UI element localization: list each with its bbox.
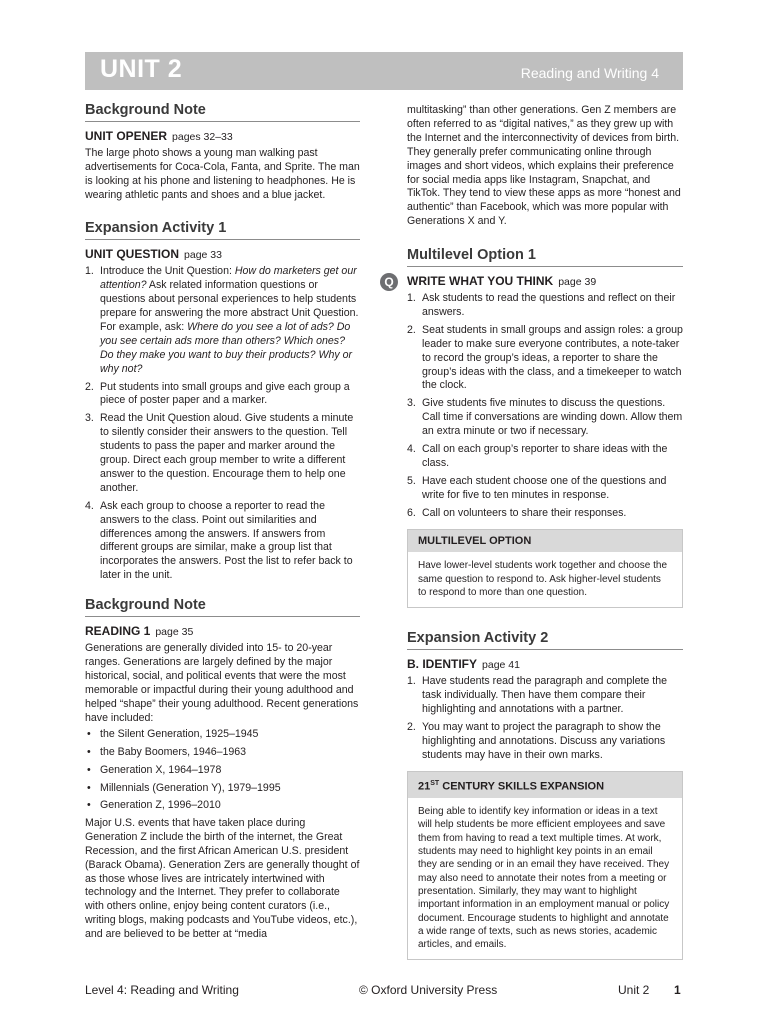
list-number: 5. — [407, 474, 416, 487]
list-number: 1. — [407, 675, 416, 688]
list-item — [407, 292, 683, 320]
paragraph: multitasking” than other generations. Gen Z members are often referred to as “digital natives,” as they grew up with the Internet and the interconnectivity of devices from birth. They generally prefer communicating online through images and short videos, which explains their preference for social media apps like Instagram, Snapchat, and TikTok. They tend to view these apps as more “honest and authentic” than Facebook, which was more popular with Generations X and Y. — [407, 104, 681, 228]
list-text-italic: Where do you see a lot of ads? Do you see certain ads more than others? Which ones? Do they make you want to buy their products? Why or why not? — [100, 320, 353, 375]
list-text-italic: How do marketers get our attention? — [100, 265, 357, 292]
list-item — [407, 443, 683, 471]
list-number: 6. — [407, 506, 416, 519]
box-text: Being able to identify key information or ideas in a text will help students be more efficient employees and save them from having to read a text multiple times. At work, students may need to highlight key points in an email they are sending or in an email they have received. They may also need to annotate their notes from a meeting or presentation. Similarly, they may want to highlight important information in an employment manual or policy document. Encourage students to highlight and annotate a wide range of texts, such as news stories, academic articles, and emails. — [418, 806, 670, 951]
list-text: Seat students in small groups and assign roles: a group leader to make sure everyone contributes, a note-taker to record the group’s ideas, a reporter to share the group’s ideas with the class, and a timekeeper to watch the clock. — [422, 323, 683, 392]
list-text: Ask related information questions or questions about personal experiences to help students prepare for answering the more abstract Unit Question. For example, ask: — [100, 279, 359, 333]
skills-expansion-box — [407, 771, 683, 961]
page-ref: page 33 — [184, 249, 222, 262]
numbered-list — [85, 265, 360, 583]
list-text: Call on each group’s reporter to share ideas with the class. — [422, 443, 668, 469]
list-text: Call on volunteers to share their responses. — [422, 506, 627, 519]
list-item — [407, 507, 683, 521]
list-text: Ask each group to choose a reporter to read the answers to the class. Point out similarities and differences among the answers. If answers from different groups are similar, make a group list that incorporates the answers. Post the list to refer back to later in the unit. — [100, 499, 353, 582]
multilevel-option-box — [407, 529, 683, 609]
paragraph: Major U.S. events that have taken place during Generation Z include the birth of the internet, the Great Recession, and the first African American U.S. president (Barack Obama). Generation Zers are generally thought of as those whose lives are intricately intertwined with technology and the Internet. They prefer to collaborate with others online, enjoy being content curators (i.e., writing blogs, making podcasts and YouTube videos, etc.), and are believed to be better at “media — [85, 816, 360, 941]
bullet-item: • Generation X, 1964–1978 — [85, 764, 360, 778]
bullet-list — [85, 728, 360, 813]
list-item — [407, 475, 683, 503]
footer-level: Level 4: Reading and Writing — [85, 983, 239, 997]
list-number: 2. — [407, 720, 416, 733]
list-item — [407, 675, 683, 717]
list-number: 1. — [85, 265, 94, 278]
paragraph: Generations are generally divided into 15- to 20-year ranges. Generations are largely defined by the major historical, social, and political events that were the most memorable or impactful during their young adulthood and helped “shape” their young adulthood. Recent generations have included: — [85, 642, 359, 724]
list-item — [407, 397, 683, 439]
right-column — [384, 104, 683, 960]
box-heading-text: CENTURY SKILLS EXPANSION — [439, 780, 605, 793]
subsection-title: UNIT OPENER — [85, 128, 168, 143]
question-icon: Q — [380, 273, 398, 291]
bullet-item: • Generation Z, 1996–2010 — [85, 799, 360, 813]
list-item — [407, 721, 683, 763]
section-heading: Multilevel Option 1 — [407, 249, 683, 267]
list-number: 4. — [85, 499, 94, 512]
list-number: 3. — [85, 412, 94, 425]
list-number: 3. — [407, 397, 416, 410]
footer-copyright: © Oxford University Press — [359, 983, 498, 997]
list-text: Have students read the paragraph and complete the task individually. Then have them compare their highlighting and annotations with a partner. — [422, 675, 667, 715]
list-text: Ask students to read the questions and reflect on their answers. — [422, 291, 676, 318]
section-heading: Background Note — [85, 599, 360, 617]
list-item — [85, 381, 360, 409]
list-text: Put students into small groups and give each group a piece of poster paper and a marker. — [100, 380, 350, 407]
left-column — [85, 104, 360, 942]
page-ref: page 41 — [482, 659, 520, 672]
list-item — [85, 265, 360, 376]
list-item — [85, 412, 360, 495]
book-subtitle: Reading and Writing 4 — [520, 65, 659, 81]
subsection-title: B. IDENTIFY — [407, 657, 478, 672]
numbered-list — [407, 675, 683, 762]
bullet-item: • Millennials (Generation Y), 1979–1995 — [85, 782, 360, 796]
list-number: 2. — [85, 380, 94, 393]
page-number: 1 — [674, 983, 681, 997]
box-text: Have lower-level students work together and choose the same question to respond to. Ask higher-level students to respond to more than one question. — [418, 560, 668, 599]
page-ref: page 39 — [558, 276, 597, 289]
subsection-heading — [85, 625, 360, 640]
subsection-title: READING 1 — [85, 624, 151, 639]
subsection-heading — [384, 274, 683, 290]
list-text: Have each student choose one of the questions and write for five to ten minutes in response. — [422, 474, 667, 501]
bullet-item: • the Silent Generation, 1925–1945 — [85, 728, 360, 742]
section-heading: Background Note — [85, 104, 360, 122]
list-text: Read the Unit Question aloud. Give students a minute to silently consider their answers to the question. Tell students to pass the paper and marker around the group. Direct each group member to write a different answer to the question. Encourage them to help one another. — [100, 412, 354, 494]
footer-unit: Unit 2 — [618, 983, 650, 997]
paragraph: The large photo shows a young man walking past advertisements for Coca-Cola, Fanta, and Sprite. The man is looking at his phone and listening to headphones. He is wearing athletic pants and shoes and a blue jacket. — [85, 146, 360, 201]
list-text: Introduce the Unit Question: — [100, 265, 235, 278]
list-item — [407, 324, 683, 394]
box-heading — [408, 772, 682, 799]
section-heading: Expansion Activity 1 — [85, 222, 360, 240]
page-ref: pages 32–33 — [172, 130, 233, 143]
box-heading-superscript: ST — [430, 779, 440, 787]
list-number: 2. — [407, 323, 416, 336]
numbered-list — [407, 292, 683, 521]
page-ref: page 35 — [155, 626, 194, 639]
bullet-item: • the Baby Boomers, 1946–1963 — [85, 746, 360, 760]
unit-banner — [85, 52, 683, 90]
list-number: 4. — [407, 443, 416, 456]
box-heading-number: 21 — [418, 780, 431, 793]
list-number: 1. — [407, 291, 416, 304]
subsection-heading — [407, 658, 683, 673]
section-heading: Expansion Activity 2 — [407, 632, 683, 650]
list-text: You may want to project the paragraph to show the highlighting and annotations. Discuss any variations students may have in their own marks. — [422, 720, 666, 761]
subsection-heading — [85, 130, 360, 145]
list-text: Give students five minutes to discuss the questions. Call time if conversations are winding down. Allow them an extra minute or two if necessary. — [422, 397, 683, 438]
subsection-title: UNIT QUESTION — [85, 247, 180, 262]
list-item — [85, 500, 360, 583]
box-heading: MULTILEVEL OPTION — [408, 530, 682, 553]
unit-title: UNIT 2 — [100, 55, 183, 83]
subsection-heading — [85, 248, 360, 263]
subsection-title: WRITE WHAT YOU THINK — [407, 274, 554, 289]
